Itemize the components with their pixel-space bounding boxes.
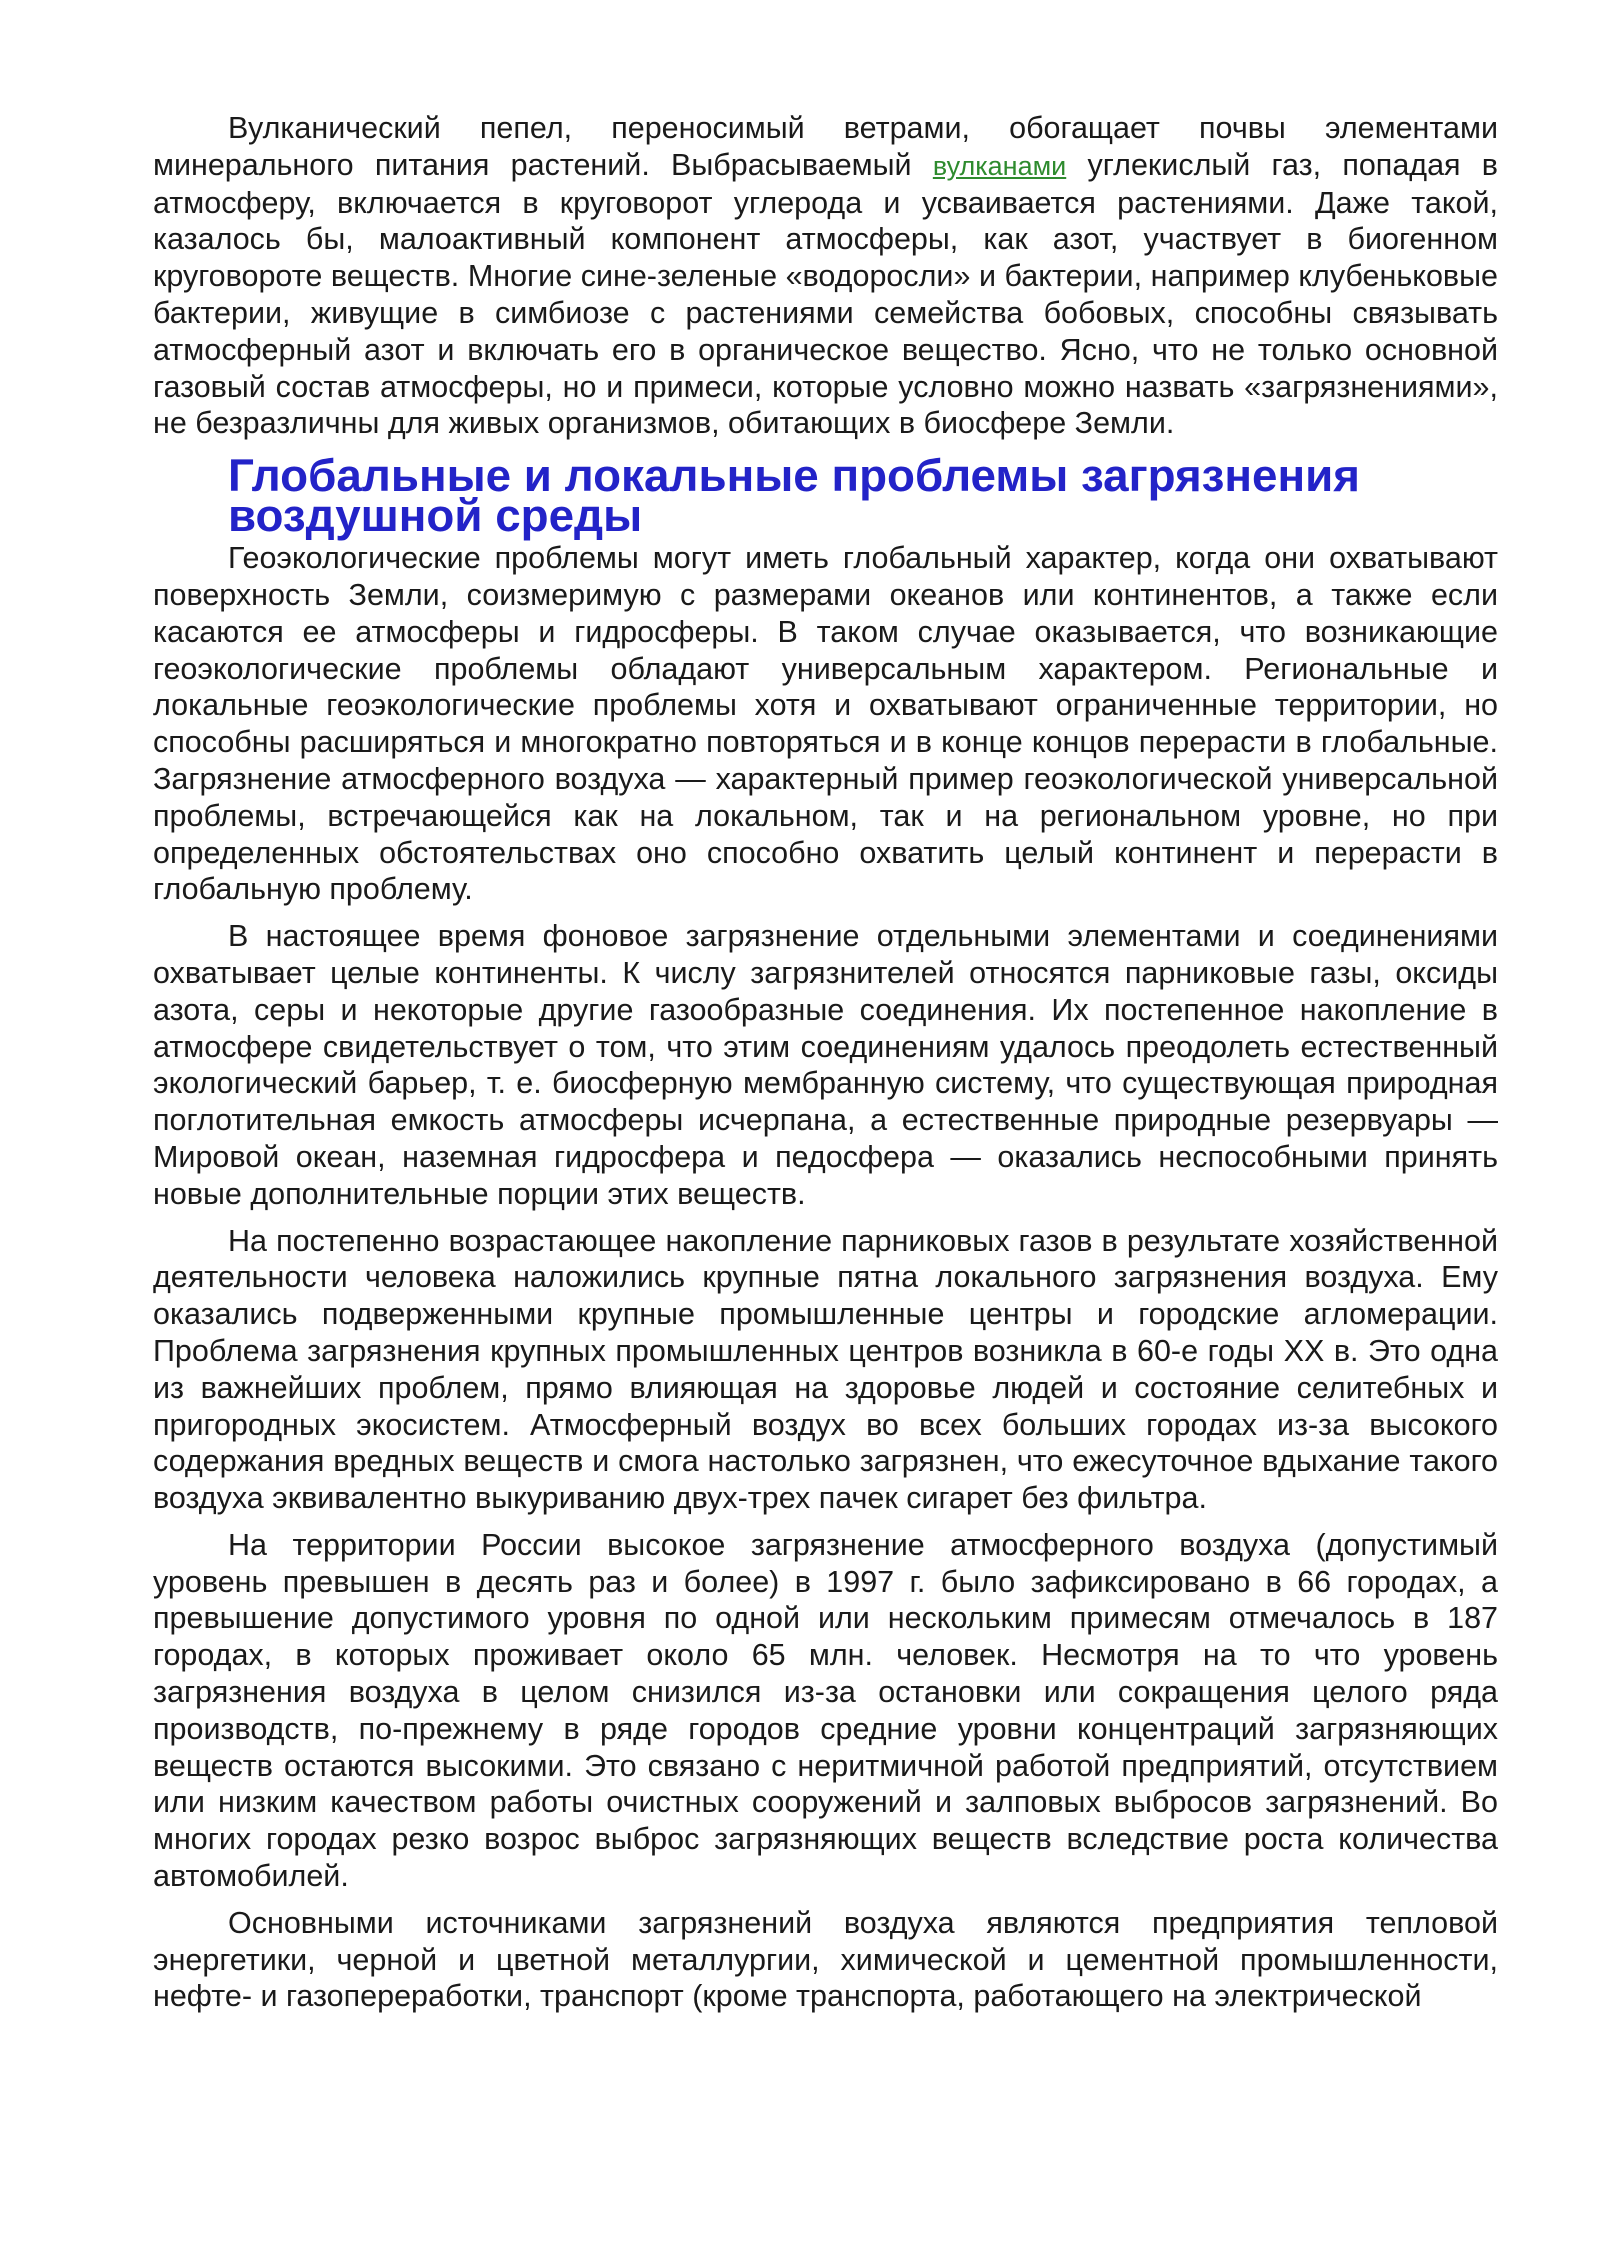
paragraph-text: углекислый газ, попадая в атмосферу, включается в круговорот углерода и усваивается растениями. Даже такой, казалось бы, малоактивный компонент атмосферы, как азот, участвует в биогенном круговороте веществ. Многие сине-зеленые «водоросли» и бактерии, например клубеньковые бактерии, живущие в симбиозе с растениями семейства бобовых, способны связывать атмосферный азот и включать его в органическое вещество. Ясно, что не только основной газовый состав атмосферы, но и примеси, которые условно можно назвать «загрязнениями», не безразличны для живых организмов, обитающих в биосфере Земли. [153,147,1498,441]
paragraph-text: Вулканический пепел, переносимый ветрами, обогащает почвы элементами минерального питания растений. Выбрасываемый [153,111,1498,182]
paragraph-geoecological-problems: Геоэкологические проблемы могут иметь глобальный характер, когда они охватывают поверхность Земли, соизмеримую с размерами океанов или континентов, а также если касаются ее атмосферы и гидросферы. В таком случае оказывается, что возникающие геоэкологические проблемы обладают универсальным характером. Региональные и локальные геоэкологические проблемы хотя и охватывают ограниченные территории, но способны расширяться и многократно повторяться и в конце концов перерасти в глобальные. Загрязнение атмосферного воздуха — характерный пример геоэкологической универсальной проблемы, встречающейся как на локальном, так и на региональном уровне, но при определенных обстоятельствах оно способно охватить целый континент и перерасти в глобальную проблему. [153,541,1498,907]
section-heading: Глобальные и локальные проблемы загрязнения воздушной среды [228,450,1360,542]
volcanoes-link[interactable]: вулканами [932,150,1067,181]
paragraph-pollution-sources: Основными источниками загрязнений воздуха являются предприятия тепловой энергетики, черной и цветной металлургии, химической и цементной промышленности, нефте- и газопереработки, транспорт (кроме транспорта, работающего на электрической [153,1905,1498,2014]
paragraph-greenhouse-gases: На постепенно возрастающее накопление парниковых газов в результате хозяйственной деятельности человека наложились крупные пятна локального загрязнения воздуха. Ему оказались подверженными крупные промышленные центры и городские агломерации. Проблема загрязнения крупных промышленных центров возникла в 60-е годы XX в. Это одна из важнейших проблем, прямо влияющая на здоровье людей и состояние селитебных и пригородных экосистем. Атмосферный воздух во всех больших городах из-за высокого содержания вредных веществ и смога настолько загрязнен, что ежесуточное вдыхание такого воздуха эквивалентно выкуриванию двух-трех пачек сигарет без фильтра. [153,1223,1498,1516]
document-page [153,110,1498,2025]
paragraph-russia-pollution: На территории России высокое загрязнение атмосферного воздуха (допустимый уровень превышен в десять раз и более) в 1997 г. было зафиксировано в 66 городах, а превышение допустимого уровня по одной или нескольким примесям отмечалось в 187 городах, в которых проживает около 65 млн. человек. Несмотря на то что уровень загрязнения воздуха в целом снизился из-за остановки или сокращения целого ряда производств, по-прежнему в ряде городов средние уровни концентраций загрязняющих веществ остаются высокими. Это связано с неритмичной работой предприятий, отсутствием или низким качеством работы очистных сооружений и залповых выбросов загрязнений. Во многих городах резко возрос выброс загрязняющих веществ вследствие роста количества автомобилей. [153,1527,1498,1894]
paragraph-volcanic-ash [153,110,1498,442]
paragraph-background-pollution: В настоящее время фоновое загрязнение отдельными элементами и соединениями охватывает целые континенты. К числу загрязнителей относятся парниковые газы, оксиды азота, серы и некоторые другие газообразные соединения. Их постепенное накопление в атмосфере свидетельствует о том, что этим соединениям удалось преодолеть естественный экологический барьер, т. е. биосферную мембранную систему, что существующая природная поглотительная емкость атмосферы исчерпана, а естественные природные резервуары — Мировой океан, наземная гидросфера и педосфера — оказались неспособными принять новые дополнительные порции этих веществ. [153,919,1498,1211]
